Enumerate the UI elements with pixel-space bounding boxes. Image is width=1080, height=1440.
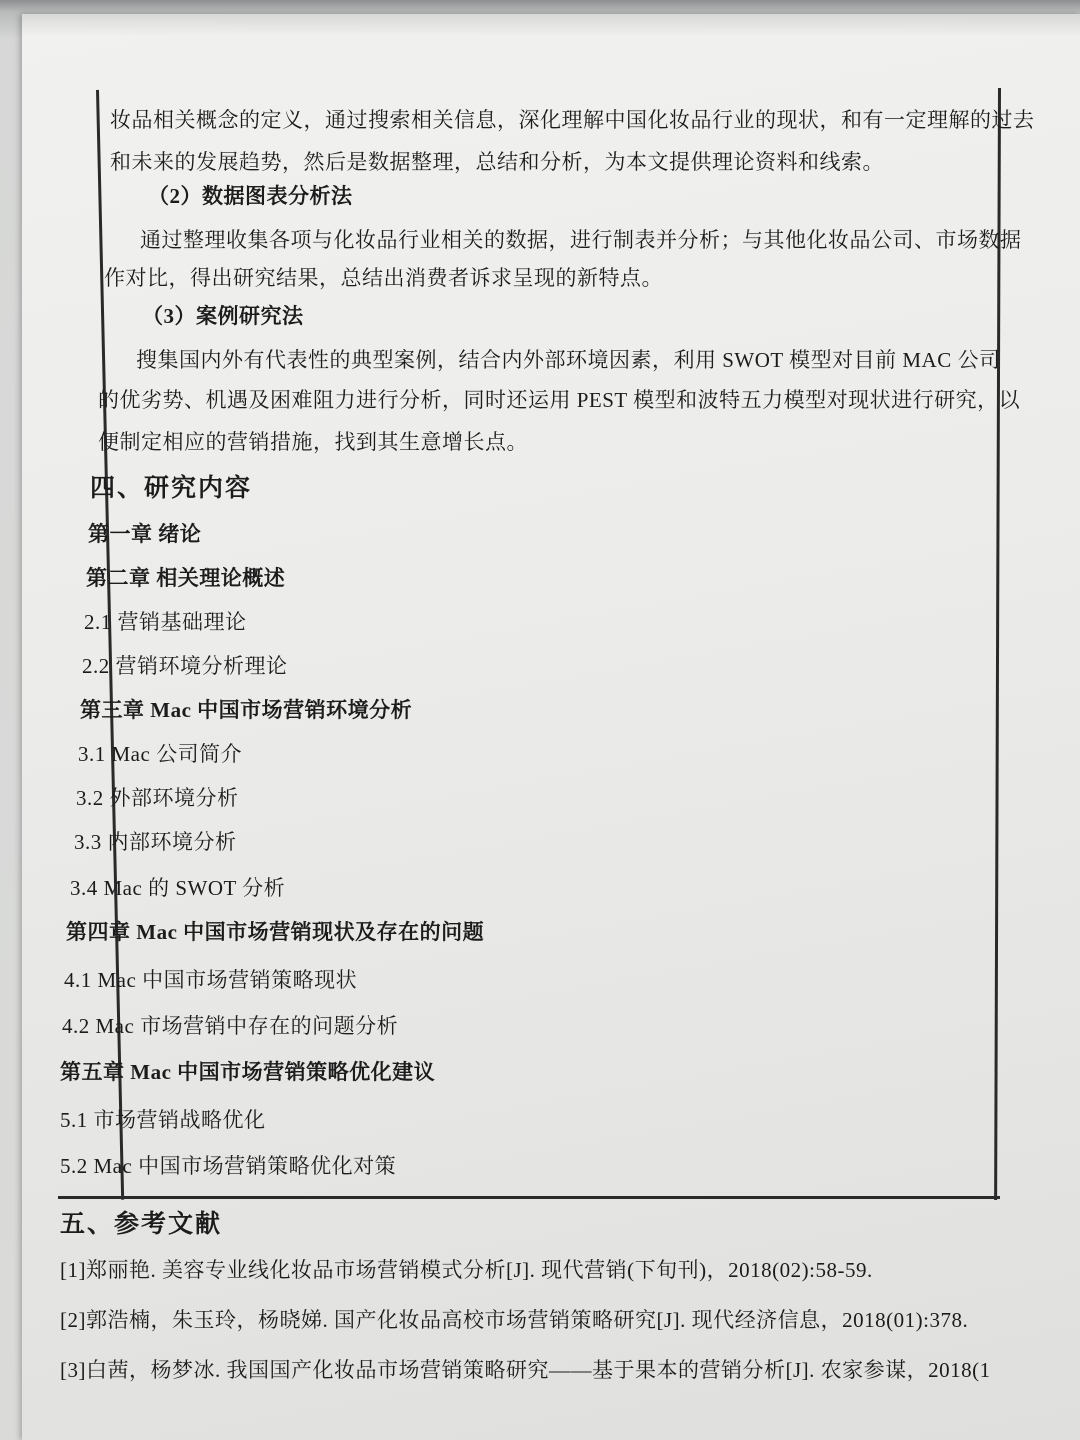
subsection-item: 3.2 外部环境分析	[76, 786, 239, 810]
paragraph-line: 作对比，得出研究结果，总结出消费者诉求呈现的新特点。	[104, 266, 663, 290]
subsection-item: 5.1 市场营销战略优化	[60, 1108, 266, 1132]
chapter-heading: 第四章 Mac 中国市场营销现状及存在的问题	[66, 920, 485, 944]
paragraph-line: 搜集国内外有代表性的典型案例，结合内外部环境因素，利用 SWOT 模型对目前 MAC 公司	[136, 348, 1001, 372]
subsection-item: 3.3 内部环境分析	[74, 830, 237, 854]
chapter-heading: 第五章 Mac 中国市场营销策略优化建议	[60, 1060, 436, 1084]
subsection-item: 5.2 Mac 中国市场营销策略优化对策	[60, 1154, 397, 1178]
paragraph-line: 便制定相应的营销措施，找到其生意增长点。	[98, 430, 528, 454]
chapter-heading: 第二章 相关理论概述	[86, 566, 286, 590]
chapter-heading: 第一章 绪论	[88, 522, 202, 546]
subsection-item: 4.2 Mac 市场营销中存在的问题分析	[62, 1014, 399, 1038]
method-heading: （3）案例研究法	[142, 304, 304, 328]
reference-entry: [2]郭浩楠，朱玉玲，杨晓娣. 国产化妆品高校市场营销策略研究[J]. 现代经济信息，2018(01):378.	[60, 1308, 969, 1332]
subsection-item: 3.4 Mac 的 SWOT 分析	[70, 876, 286, 900]
paragraph-line: 妆品相关概念的定义，通过搜索相关信息，深化理解中国化妆品行业的现状，和有一定理解的过去	[110, 108, 1035, 132]
subsection-item: 2.1 营销基础理论	[84, 610, 247, 634]
section-heading: 四、研究内容	[90, 475, 253, 502]
paragraph-line: 通过整理收集各项与化妆品行业相关的数据，进行制表并分析；与其他化妆品公司、市场数据	[140, 228, 1022, 252]
subsection-item: 3.1 Mac 公司简介	[78, 742, 243, 766]
section-heading: 五、参考文献	[60, 1211, 223, 1238]
subsection-item: 4.1 Mac 中国市场营销策略现状	[64, 968, 358, 992]
paragraph-line: 的优劣势、机遇及困难阻力进行分析，同时还运用 PEST 模型和波特五力模型对现状进行研究，以	[98, 388, 1021, 412]
page-shadow	[22, 14, 1080, 36]
reference-entry: [3]白茜，杨梦冰. 我国国产化妆品市场营销策略研究——基于果本的营销分析[J]. 农家参谋，2018(1	[60, 1358, 991, 1382]
method-heading: （2）数据图表分析法	[148, 184, 353, 208]
subsection-item: 2.2 营销环境分析理论	[82, 654, 288, 678]
table-border-bottom	[58, 1196, 1000, 1199]
chapter-heading: 第三章 Mac 中国市场营销环境分析	[80, 698, 413, 722]
reference-entry: [1]郑丽艳. 美容专业线化妆品市场营销模式分析[J]. 现代营销(下旬刊)，2018(02):58-59.	[60, 1258, 873, 1282]
paragraph-line: 和未来的发展趋势，然后是数据整理，总结和分析，为本文提供理论资料和线索。	[110, 150, 884, 174]
